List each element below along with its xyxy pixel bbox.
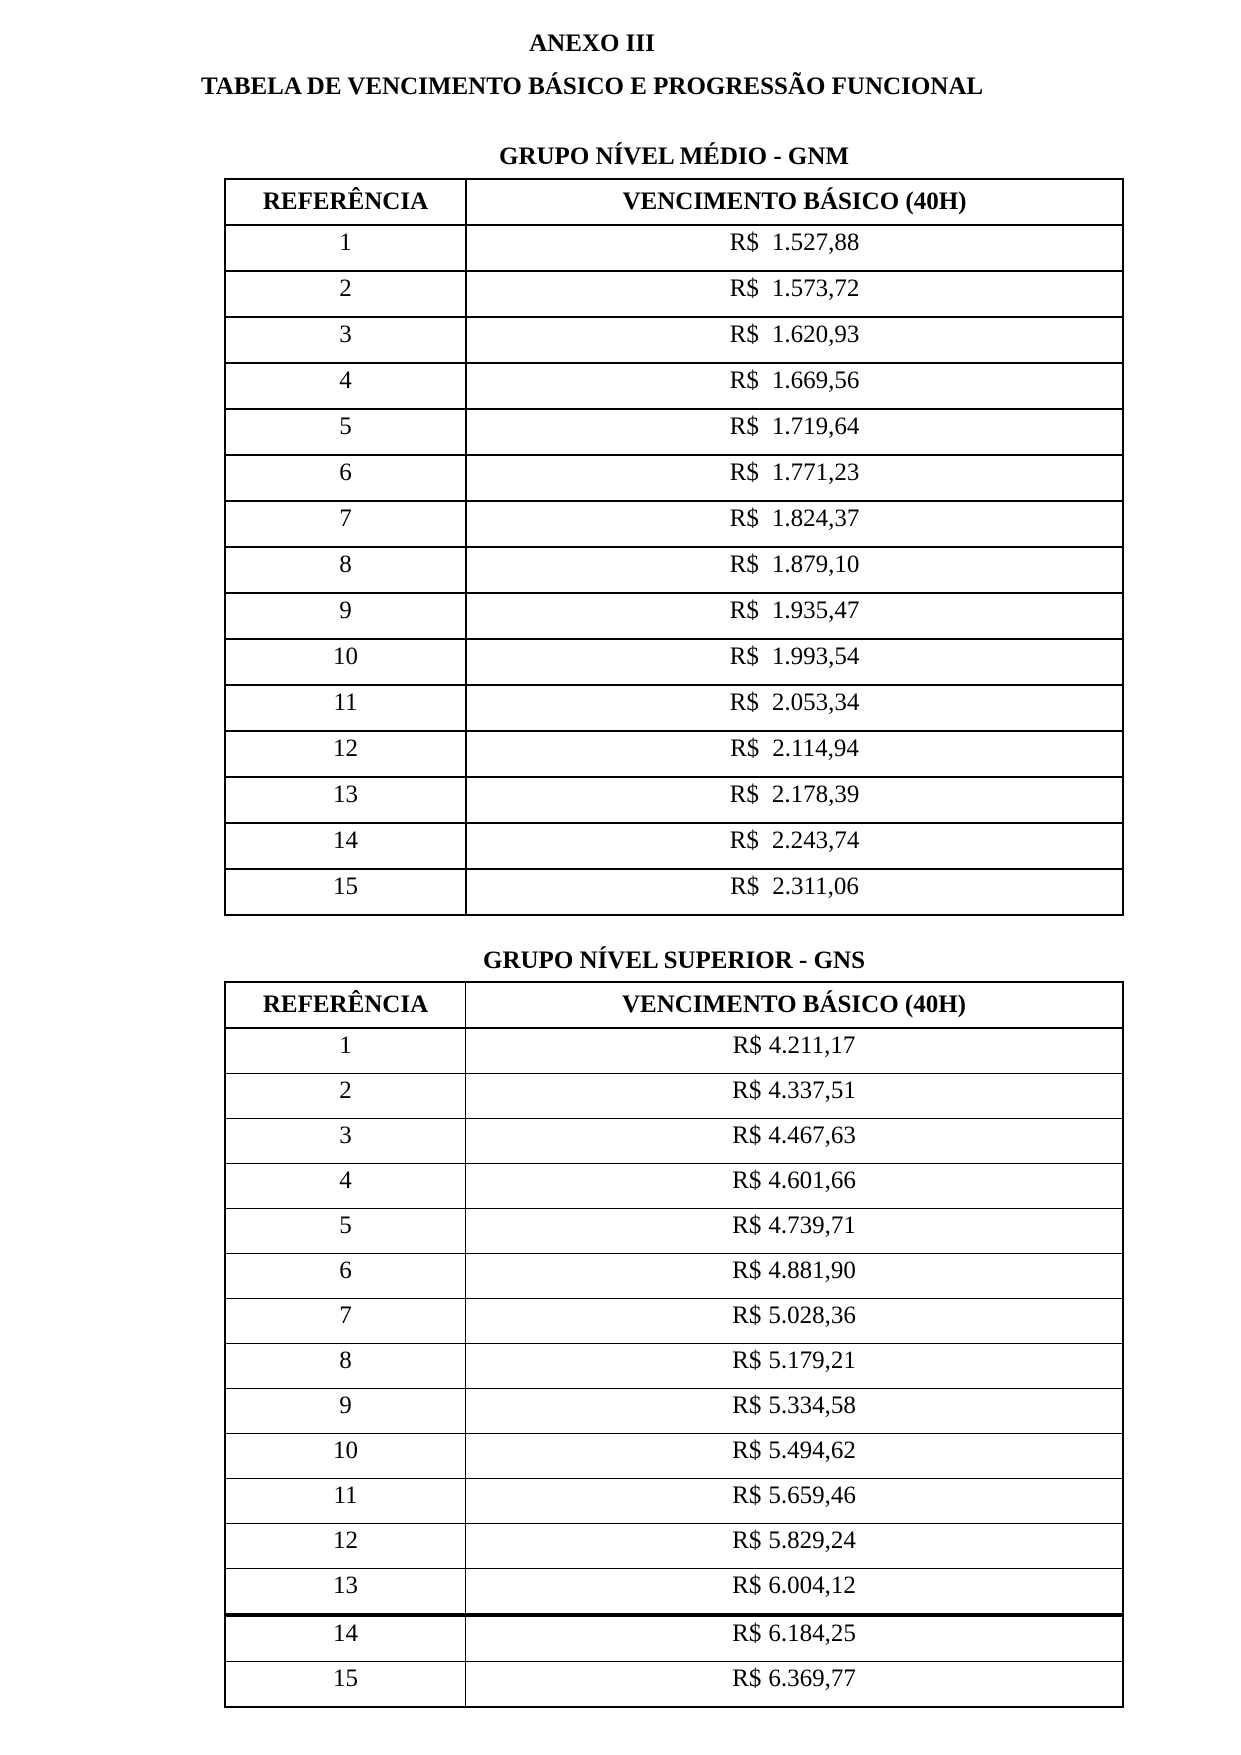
reference-cell: 3 — [225, 1119, 466, 1164]
value-cell — [466, 1615, 1124, 1662]
value-cell — [466, 639, 1123, 685]
amount-value: 5.334,58 — [768, 1392, 856, 1419]
currency-symbol: R$ — [729, 366, 759, 394]
table-row — [225, 501, 1123, 547]
table-row — [225, 1434, 1123, 1479]
reference-cell: 7 — [225, 1299, 466, 1344]
value-cell — [466, 363, 1123, 409]
amount-value: 4.211,17 — [768, 1032, 856, 1059]
amount-value: 1.669,56 — [771, 366, 860, 394]
value-cell — [466, 501, 1123, 547]
reference-cell: 8 — [225, 1344, 466, 1389]
amount-value: 1.620,93 — [771, 320, 860, 348]
amount-value: 1.824,37 — [771, 504, 860, 532]
table-row — [225, 363, 1123, 409]
table-row — [225, 1028, 1123, 1074]
value-cell — [466, 823, 1123, 869]
value-cell — [466, 1569, 1124, 1616]
currency-symbol: R$ — [732, 1572, 762, 1599]
value-cell — [466, 1254, 1124, 1299]
gns-table-body — [225, 1028, 1123, 1707]
currency-symbol: R$ — [732, 1620, 762, 1647]
value-cell — [466, 1028, 1124, 1074]
currency-symbol: R$ — [729, 780, 759, 808]
table-row — [225, 1254, 1123, 1299]
currency-symbol: R$ — [729, 458, 759, 486]
table-row — [225, 1209, 1123, 1254]
reference-cell: 7 — [225, 501, 466, 547]
currency-symbol: R$ — [732, 1347, 762, 1374]
column-header-referencia: REFERÊNCIA — [225, 179, 466, 225]
reference-cell: 14 — [225, 823, 466, 869]
reference-cell: 8 — [225, 547, 466, 593]
amount-value: 5.494,62 — [768, 1437, 856, 1464]
amount-value: 6.184,25 — [768, 1620, 856, 1647]
currency-symbol: R$ — [730, 872, 760, 900]
currency-symbol: R$ — [732, 1032, 762, 1059]
currency-symbol: R$ — [729, 550, 759, 578]
document-title: ANEXO III — [529, 30, 655, 57]
value-cell — [466, 1524, 1124, 1569]
reference-cell: 5 — [225, 1209, 466, 1254]
currency-symbol: R$ — [729, 320, 759, 348]
currency-symbol: R$ — [732, 1527, 762, 1554]
amount-value: 5.829,24 — [768, 1527, 856, 1554]
table-row — [225, 1164, 1123, 1209]
value-cell — [466, 1344, 1124, 1389]
reference-cell: 15 — [225, 869, 466, 915]
value-cell — [466, 1662, 1124, 1708]
value-cell — [466, 685, 1123, 731]
currency-symbol: R$ — [729, 826, 759, 854]
reference-cell: 13 — [225, 1569, 466, 1616]
reference-cell: 12 — [225, 731, 466, 777]
reference-cell: 15 — [225, 1662, 466, 1708]
value-cell — [466, 1434, 1124, 1479]
reference-cell: 9 — [225, 1389, 466, 1434]
amount-value: 1.993,54 — [771, 642, 860, 670]
reference-cell: 1 — [225, 1028, 466, 1074]
amount-value: 2.114,94 — [772, 734, 859, 762]
amount-value: 1.771,23 — [771, 458, 860, 486]
currency-symbol: R$ — [730, 734, 760, 762]
amount-value: 4.337,51 — [768, 1077, 856, 1104]
document-header — [0, 0, 1184, 100]
currency-symbol: R$ — [732, 1482, 762, 1509]
reference-cell: 4 — [225, 1164, 466, 1209]
value-cell — [466, 1389, 1124, 1434]
amount-value: 1.719,64 — [771, 412, 860, 440]
currency-symbol: R$ — [732, 1437, 762, 1464]
currency-symbol: R$ — [732, 1665, 762, 1692]
reference-cell: 6 — [225, 455, 466, 501]
table-row — [225, 1074, 1123, 1119]
table-row — [225, 593, 1123, 639]
table-row — [225, 685, 1123, 731]
table-row — [225, 1344, 1123, 1389]
value-cell — [466, 731, 1123, 777]
reference-cell: 11 — [225, 685, 466, 731]
reference-cell: 10 — [225, 639, 466, 685]
reference-cell: 6 — [225, 1254, 466, 1299]
header-row — [225, 982, 1123, 1028]
table-row — [225, 547, 1123, 593]
amount-value: 6.369,77 — [768, 1665, 856, 1692]
table-row — [225, 777, 1123, 823]
column-header-vencimento-basico: VENCIMENTO BÁSICO (40H) — [466, 179, 1123, 225]
value-cell — [466, 777, 1123, 823]
gnm-table-body — [225, 225, 1123, 915]
value-cell — [466, 869, 1123, 915]
currency-symbol: R$ — [732, 1167, 762, 1194]
currency-symbol: R$ — [729, 642, 759, 670]
value-cell — [466, 1209, 1124, 1254]
value-cell — [466, 547, 1123, 593]
value-cell — [466, 317, 1123, 363]
amount-value: 5.179,21 — [768, 1347, 856, 1374]
amount-value: 4.739,71 — [768, 1212, 856, 1239]
value-cell — [466, 409, 1123, 455]
gnm-table-header — [225, 179, 1123, 225]
amount-value: 2.311,06 — [772, 872, 859, 900]
column-header-vencimento-basico: VENCIMENTO BÁSICO (40H) — [466, 982, 1124, 1028]
table-row — [225, 1662, 1123, 1708]
currency-symbol: R$ — [732, 1302, 762, 1329]
value-cell — [466, 1164, 1124, 1209]
table-row — [225, 225, 1123, 271]
gns-table — [224, 981, 1124, 1708]
amount-value: 2.178,39 — [771, 780, 860, 808]
gnm-table-title: GRUPO NÍVEL MÉDIO - GNM — [499, 143, 849, 170]
currency-symbol: R$ — [729, 596, 759, 624]
table-row — [225, 731, 1123, 777]
reference-cell: 3 — [225, 317, 466, 363]
reference-cell: 13 — [225, 777, 466, 823]
currency-symbol: R$ — [732, 1212, 762, 1239]
table-row — [225, 1615, 1123, 1662]
currency-symbol: R$ — [729, 274, 759, 302]
reference-cell: 1 — [225, 225, 466, 271]
amount-value: 2.053,34 — [771, 688, 860, 716]
table-row — [225, 1479, 1123, 1524]
currency-symbol: R$ — [729, 688, 759, 716]
amount-value: 1.879,10 — [771, 550, 860, 578]
value-cell — [466, 455, 1123, 501]
reference-cell: 4 — [225, 363, 466, 409]
table-row — [225, 869, 1123, 915]
gns-table-header — [225, 982, 1123, 1028]
header-row — [225, 179, 1123, 225]
gnm-table — [224, 178, 1124, 916]
value-cell — [466, 225, 1123, 271]
table-row — [225, 455, 1123, 501]
currency-symbol: R$ — [729, 228, 759, 256]
table-row — [225, 1524, 1123, 1569]
value-cell — [466, 1074, 1124, 1119]
reference-cell: 14 — [225, 1615, 466, 1662]
amount-value: 1.527,88 — [771, 228, 860, 256]
table-row — [225, 823, 1123, 869]
gns-table-title: GRUPO NÍVEL SUPERIOR - GNS — [483, 946, 865, 974]
value-cell — [466, 1119, 1124, 1164]
amount-value: 6.004,12 — [768, 1572, 856, 1599]
reference-cell: 2 — [225, 1074, 466, 1119]
amount-value: 1.573,72 — [771, 274, 860, 302]
currency-symbol: R$ — [729, 504, 759, 532]
table-row — [225, 1119, 1123, 1164]
amount-value: 5.028,36 — [768, 1302, 856, 1329]
table-row — [225, 1299, 1123, 1344]
currency-symbol: R$ — [732, 1122, 762, 1149]
reference-cell: 10 — [225, 1434, 466, 1479]
amount-value: 4.601,66 — [768, 1167, 856, 1194]
currency-symbol: R$ — [732, 1257, 762, 1284]
gns-section — [224, 947, 1124, 1709]
table-row — [225, 1389, 1123, 1434]
value-cell — [466, 1479, 1124, 1524]
table-row — [225, 409, 1123, 455]
value-cell — [466, 271, 1123, 317]
table-row — [225, 317, 1123, 363]
column-header-referencia: REFERÊNCIA — [225, 982, 466, 1028]
currency-symbol: R$ — [729, 412, 759, 440]
currency-symbol: R$ — [732, 1077, 762, 1104]
value-cell — [466, 1299, 1124, 1344]
value-cell — [466, 593, 1123, 639]
gnm-section — [224, 143, 1124, 916]
amount-value: 4.467,63 — [768, 1122, 856, 1149]
document-subtitle: TABELA DE VENCIMENTO BÁSICO E PROGRESSÃO FUNCIONAL — [200, 72, 984, 100]
amount-value: 1.935,47 — [771, 596, 860, 624]
reference-cell: 9 — [225, 593, 466, 639]
reference-cell: 12 — [225, 1524, 466, 1569]
amount-value: 4.881,90 — [768, 1257, 856, 1284]
amount-value: 5.659,46 — [768, 1482, 856, 1509]
table-row — [225, 1569, 1123, 1616]
table-row — [225, 271, 1123, 317]
reference-cell: 2 — [225, 271, 466, 317]
reference-cell: 11 — [225, 1479, 466, 1524]
amount-value: 2.243,74 — [771, 826, 860, 854]
currency-symbol: R$ — [732, 1392, 762, 1419]
reference-cell: 5 — [225, 409, 466, 455]
table-row — [225, 639, 1123, 685]
